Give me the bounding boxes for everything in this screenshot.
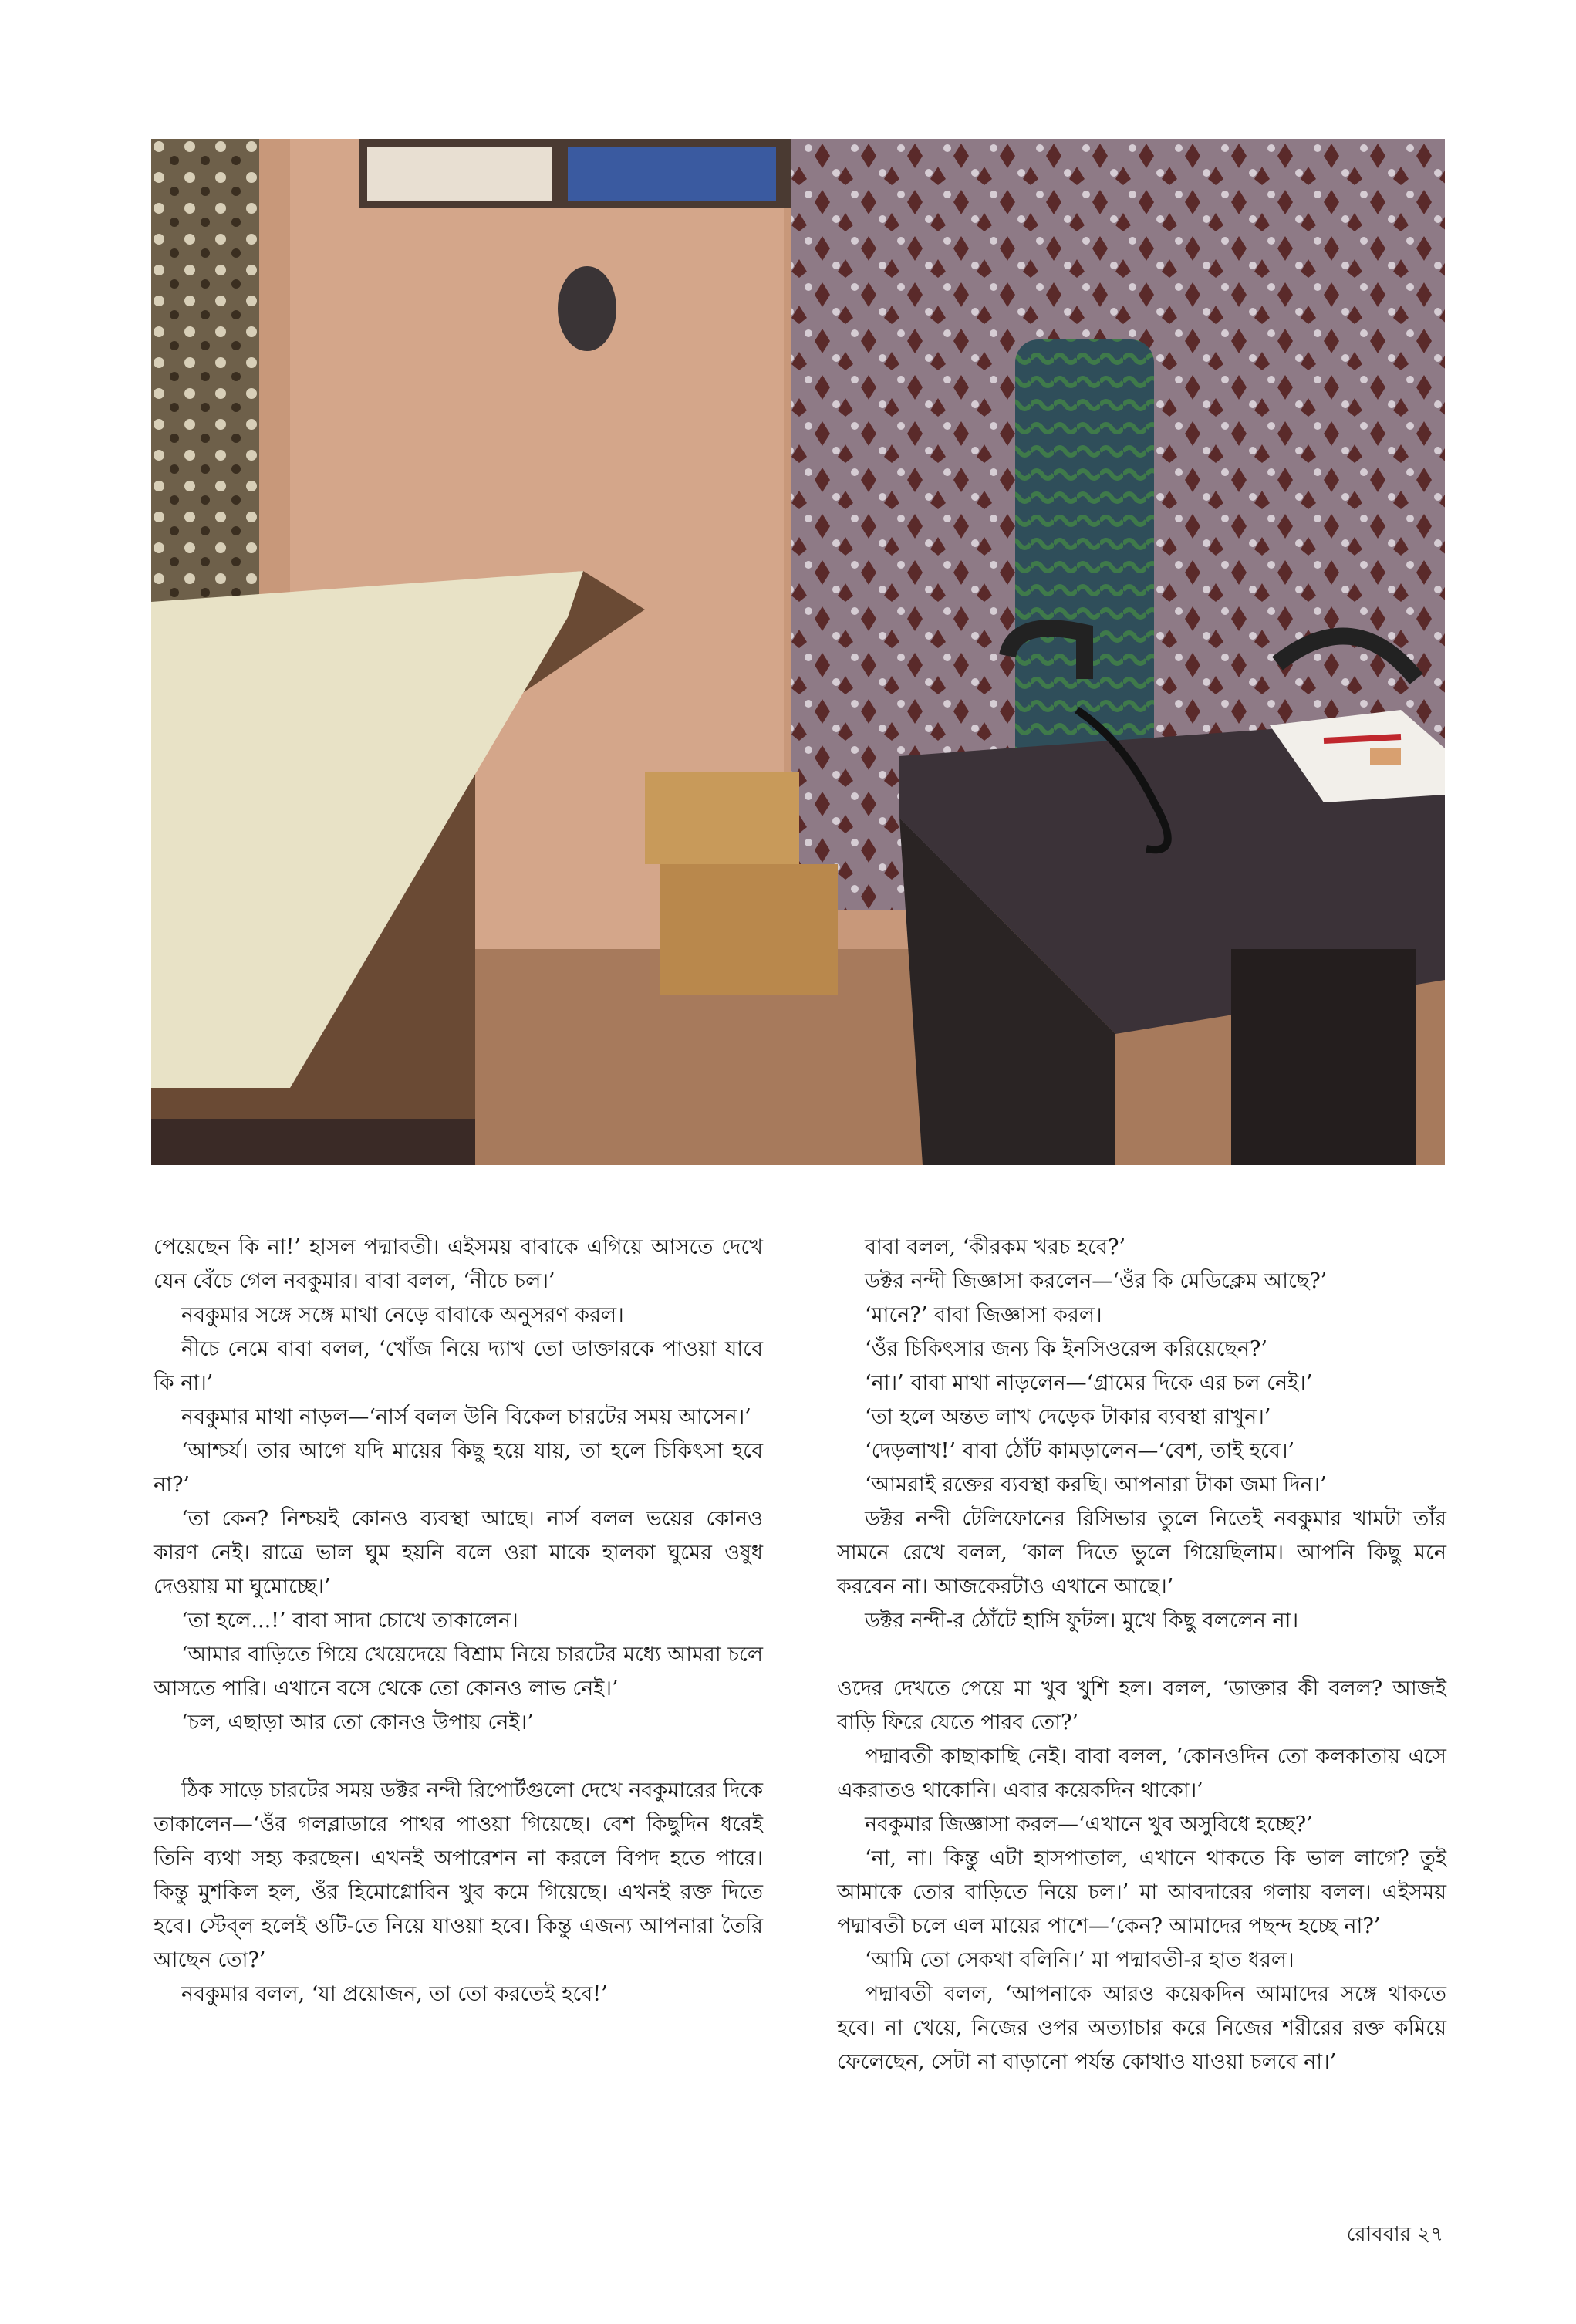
paragraph: ‘ওঁর চিকিৎসার জন্য কি ইনসিওরেন্স করিয়েছেন?’ xyxy=(865,1337,1267,1361)
paragraph: ‘আমরাই রক্তের ব্যবস্থা করছি। আপনারা টাকা জমা দিন।’ xyxy=(865,1473,1327,1497)
paragraph: ‘মানে?’ বাবা জিজ্ঞাসা করল। xyxy=(865,1303,1102,1327)
paragraph: ‘তা কেন? নিশ্চয়ই কোনও ব্যবস্থা আছে। নার্স বলল ভয়ের কোনও কারণ নেই। রাত্রে ভাল ঘুম হয়নি বলে ওরা মাকে হালকা ঘুমের ওষুধ দেওয়ায় মা ঘুমোচ্ছে।’ xyxy=(154,1507,763,1599)
paragraph: ‘না, না। কিন্তু এটা হাসপাতাল, এখানে থাকতে কি ভাল লাগে? তুই আমাকে তোর বাড়িতে নিয়ে চল।’ মা আবদারের গলায় বলল। এইসময় পদ্মাবতী চলে এল মায়ের পাশে—‘কেন? আমাদের পছন্দ হচ্ছে না?’ xyxy=(837,1846,1446,1938)
paragraph: পদ্মাবতী বলল, ‘আপনাকে আরও কয়েকদিন আমাদের সঙ্গে থাকতে হবে। না খেয়ে, নিজের ওপর অত্যাচার করে নিজের শরীরের রক্ত কমিয়ে ফেলেছেন, সেটা না বাড়ানো পর্যন্ত কোথাও যাওয়া চলবে না।’ xyxy=(837,1982,1446,2074)
paragraph: ওদের দেখতে পেয়ে মা খুব খুশি হল। বলল, ‘ডাক্তার কী বলল? আজই বাড়ি ফিরে যেতে পারব তো?’ xyxy=(837,1677,1446,1735)
paragraph: ‘আমার বাড়িতে গিয়ে খেয়েদেয়ে বিশ্রাম নিয়ে চারটের মধ্যে আমরা চলে আসতে পারি। এখানে বসে থেকে তো কোনও লাভ নেই।’ xyxy=(154,1643,763,1701)
page-folio xyxy=(1347,2221,1443,2248)
paragraph: ‘দেড়লাখ!’ বাবা ঠোঁট কামড়ালেন—‘বেশ, তাই হবে।’ xyxy=(865,1439,1295,1463)
paragraph: ‘না।’ বাবা মাথা নাড়লেন—‘গ্রামের দিকে এর চল নেই।’ xyxy=(865,1371,1313,1395)
chamber-illustration xyxy=(151,139,1445,1165)
page-number: ২৭ xyxy=(1417,2223,1443,2246)
paragraph: ঠিক সাড়ে চারটের সময় ডক্টর নন্দী রিপোর্টগুলো দেখে নবকুমারের দিকে তাকালেন—‘ওঁর গলব্লাডারে পাথর পাওয়া গিয়েছে। বেশ কিছুদিন ধরেই তিনি ব্যথা সহ্য করছেন। এখনই অপারেশন না করলে বিপদ হতে পারে। কিন্তু মুশকিল হল, ওঁর হিমোগ্লোবিন খুব কমে গিয়েছে। এখনই রক্ত দিতে হবে। স্টেব্‌ল হলেই ওটি-তে নিয়ে যাওয়া হবে। কিন্তু এজন্য আপনারা তৈরি আছেন তো?’ xyxy=(154,1778,763,1972)
paragraph: ডক্টর নন্দী জিজ্ঞাসা করলেন—‘ওঁর কি মেডিক্লেম আছে?’ xyxy=(865,1269,1328,1293)
paragraph: ‘আশ্চর্য। তার আগে যদি মায়ের কিছু হয়ে যায়, তা হলে চিকিৎসা হবে না?’ xyxy=(154,1439,763,1497)
paragraph: পেয়েছেন কি না!’ হাসল পদ্মাবতী। এইসময় বাবাকে এগিয়ে আসতে দেখে যেন বেঁচে গেল নবকুমার। বাবা বলল, ‘নীচে চল।’ xyxy=(154,1235,763,1293)
right-text-column xyxy=(837,1231,1446,2079)
paragraph: নবকুমার বলল, ‘যা প্রয়োজন, তা তো করতেই হবে!’ xyxy=(181,1982,608,2006)
paragraph: নীচে নেমে বাবা বলল, ‘খোঁজ নিয়ে দ্যাখ তো ডাক্তারকে পাওয়া যাবে কি না।’ xyxy=(154,1337,763,1395)
paragraph: বাবা বলল, ‘কীরকম খরচ হবে?’ xyxy=(865,1235,1126,1259)
paragraph: নবকুমার জিজ্ঞাসা করল—‘এখানে খুব অসুবিধে হচ্ছে?’ xyxy=(865,1812,1313,1836)
paragraph: ‘চল, এছাড়া আর তো কোনও উপায় নেই।’ xyxy=(181,1711,534,1735)
paragraph: নবকুমার সঙ্গে সঙ্গে মাথা নেড়ে বাবাকে অনুসরণ করল। xyxy=(181,1303,624,1327)
magazine-name: রোববার xyxy=(1346,2223,1411,2246)
paragraph: পদ্মাবতী কাছাকাছি নেই। বাবা বলল, ‘কোনওদিন তো কলকাতায় এসে একরাতও থাকোনি। এবার কয়েকদিন থাকো।’ xyxy=(837,1745,1446,1802)
chamber-illustration-svg xyxy=(151,139,1445,1165)
paragraph: ‘তা হলে...!’ বাবা সাদা চোখে তাকালেন। xyxy=(181,1609,518,1633)
left-text-column xyxy=(154,1231,763,2012)
paragraph: নবকুমার মাথা নাড়ল—‘নার্স বলল উনি বিকেল চারটের সময় আসেন।’ xyxy=(181,1405,751,1429)
paragraph: ডক্টর নন্দী টেলিফোনের রিসিভার তুলে নিতেই নবকুমার খামটা তাঁর সামনে রেখে বলল, ‘কাল দিতে ভুলে গিয়েছিলাম। আপনি কিছু মনে করবেন না। আজকেরটাও এখানে আছে।’ xyxy=(837,1507,1446,1599)
paragraph: ডক্টর নন্দী-র ঠোঁটে হাসি ফুটল। মুখে কিছু বললেন না। xyxy=(865,1609,1299,1633)
paragraph: ‘আমি তো সেকথা বলিনি।’ মা পদ্মাবতী-র হাত ধরল। xyxy=(865,1948,1294,1972)
paragraph: ‘তা হলে অন্তত লাখ দেড়েক টাকার ব্যবস্থা রাখুন।’ xyxy=(865,1405,1271,1429)
